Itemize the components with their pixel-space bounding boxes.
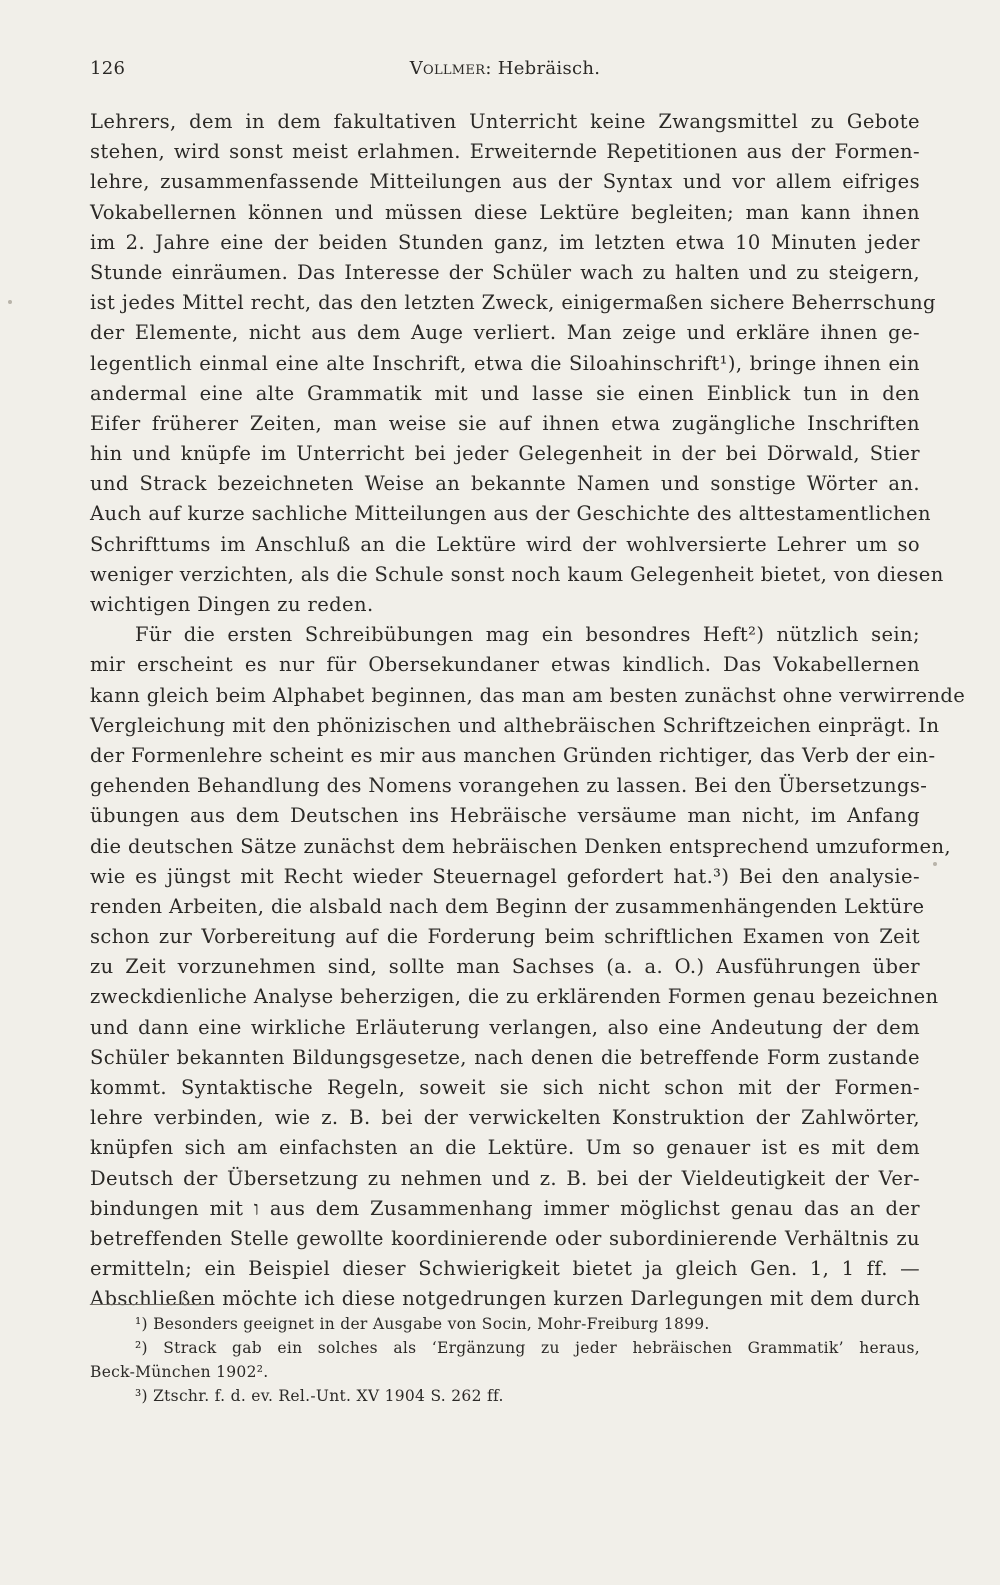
text-line: hin und knüpfe im Unterricht bei jeder Gelegenheit in der bei Dörwald, Stier bbox=[90, 442, 920, 466]
text-line: legentlich einmal eine alte Inschrift, etwa die Siloahinschrift¹), bringe ihnen ein bbox=[90, 351, 920, 375]
text-line: Eifer früherer Zeiten, man weise sie auf ihnen etwa zugängliche Inschriften bbox=[90, 411, 920, 435]
text-line: Auch auf kurze sachliche Mitteilungen aus der Geschichte des alttestamentlichen bbox=[90, 502, 931, 526]
text-line: Lehrers, dem in dem fakultativen Unterricht keine Zwangsmittel zu Gebote bbox=[90, 110, 920, 133]
text-line: lehre, zusammenfassende Mitteilungen aus der Syntax und vor allem eifriges bbox=[90, 170, 920, 194]
text-line: im 2. Jahre eine der beiden Stunden ganz, im letzten etwa 10 Minuten jeder bbox=[90, 230, 920, 254]
text-line: der Formenlehre scheint es mir aus manchen Gründen richtiger, das Verb der ein- bbox=[90, 743, 936, 767]
footnote-line: Beck-München 1902². bbox=[90, 1363, 269, 1381]
text-line: renden Arbeiten, die alsbald nach dem Beginn der zusammenhängenden Lektüre bbox=[90, 894, 925, 918]
text-line: andermal eine alte Grammatik mit und lasse sie einen Einblick tun in den bbox=[90, 381, 920, 405]
text-line: Abschließen möchte ich diese notgedrungen kurzen Darlegungen mit dem durch bbox=[90, 1287, 921, 1311]
text-line: weniger verzichten, als die Schule sonst noch kaum Gelegenheit bietet, von diesen bbox=[90, 562, 944, 586]
text-line: Vokabellernen können und müssen diese Lektüre begleiten; man kann ihnen bbox=[90, 200, 920, 224]
text-line: mir erscheint es nur für Obersekundaner etwas kindlich. Das Vokabellernen bbox=[90, 653, 920, 677]
footnote-line: ²) Strack gab ein solches als ‘Ergänzung zu jeder hebräischen Grammatik’ heraus, bbox=[135, 1339, 920, 1357]
text-line: Schüler bekannten Bildungsgesetze, nach denen die betreffende Form zustande bbox=[90, 1045, 920, 1069]
text-line: kommt. Syntaktische Regeln, soweit sie sich nicht schon mit der Formen- bbox=[90, 1076, 920, 1099]
text-line: zweckdienliche Analyse beherzigen, die zu erklärenden Formen genau bezeichnen bbox=[90, 985, 939, 1009]
text-line: wie es jüngst mit Recht wieder Steuernagel gefordert hat.³) Bei den analysie- bbox=[90, 864, 920, 888]
text-line: Deutsch der Übersetzung zu nehmen und z. B. bei der Vieldeutigkeit der Ver- bbox=[90, 1166, 920, 1190]
text-line: und dann eine wirkliche Erläuterung verlangen, also eine Andeutung der dem bbox=[90, 1015, 920, 1039]
footnotes bbox=[90, 1312, 920, 1408]
footnote-divider bbox=[90, 1304, 210, 1305]
running-head-author: Vollmer bbox=[409, 58, 486, 79]
running-head-title: : Hebräisch. bbox=[485, 58, 601, 79]
text-line: die deutschen Sätze zunächst dem hebräischen Denken entsprechend umzuformen, bbox=[90, 834, 952, 858]
text-line: kann gleich beim Alphabet beginnen, das man am besten zunächst ohne verwirrende bbox=[90, 683, 966, 707]
text-line: und Strack bezeichneten Weise an bekannte Namen und sonstige Wörter an. bbox=[90, 472, 920, 496]
text-line: bindungen mit ו aus dem Zusammenhang immer möglichst genau das an der bbox=[90, 1196, 920, 1220]
text-line: übungen aus dem Deutschen ins Hebräische versäume man nicht, im Anfang bbox=[90, 804, 920, 828]
text-line: Vergleichung mit den phönizischen und althebräischen Schriftzeichen einprägt. In bbox=[90, 713, 940, 737]
body-text bbox=[90, 107, 966, 1315]
footnote-line: ³) Ztschr. f. d. ev. Rel.-Unt. XV 1904 S. 262 ff. bbox=[135, 1387, 504, 1405]
text-line: der Elemente, nicht aus dem Auge verliert. Man zeige und erkläre ihnen ge- bbox=[90, 321, 920, 345]
text-line: knüpfen sich am einfachsten an die Lektüre. Um so genauer ist es mit dem bbox=[90, 1136, 920, 1160]
text-line: ist jedes Mittel recht, das den letzten Zweck, einigermaßen sichere Beherrschung bbox=[90, 291, 936, 315]
text-line: lehre verbinden, wie z. B. bei der verwickelten Konstruktion der Zahlwörter, bbox=[90, 1106, 920, 1130]
text-line: Stunde einräumen. Das Interesse der Schüler wach zu halten und zu steigern, bbox=[90, 260, 920, 284]
footnote-line: ¹) Besonders geeignet in der Ausgabe von Socin, Mohr-Freiburg 1899. bbox=[135, 1315, 710, 1333]
page-number: 126 bbox=[90, 58, 126, 79]
text-line: zu Zeit vorzunehmen sind, sollte man Sachses (a. a. O.) Ausführungen über bbox=[90, 955, 920, 979]
text-line: schon zur Vorbereitung auf die Forderung beim schriftlichen Examen von Zeit bbox=[90, 925, 920, 949]
text-line: betreffenden Stelle gewollte koordinierende oder subordinierende Verhältnis zu bbox=[90, 1226, 920, 1250]
scan-speck bbox=[933, 862, 937, 866]
text-line: gehenden Behandlung des Nomens vorangehen zu lassen. Bei den Übersetzungs- bbox=[90, 774, 928, 798]
text-line: Für die ersten Schreibübungen mag ein besondres Heft²) nützlich sein; bbox=[135, 623, 920, 647]
text-line: Schrifttums im Anschluß an die Lektüre wird der wohlversierte Lehrer um so bbox=[90, 532, 920, 556]
scan-speck bbox=[8, 300, 12, 304]
running-head bbox=[90, 58, 920, 79]
text-line: ermitteln; ein Beispiel dieser Schwierigkeit bietet ja gleich Gen. 1, 1 ff. — bbox=[90, 1257, 920, 1281]
text-line: wichtigen Dingen zu reden. bbox=[90, 593, 374, 616]
text-line: stehen, wird sonst meist erlahmen. Erweiternde Repetitionen aus der Formen- bbox=[90, 140, 920, 164]
